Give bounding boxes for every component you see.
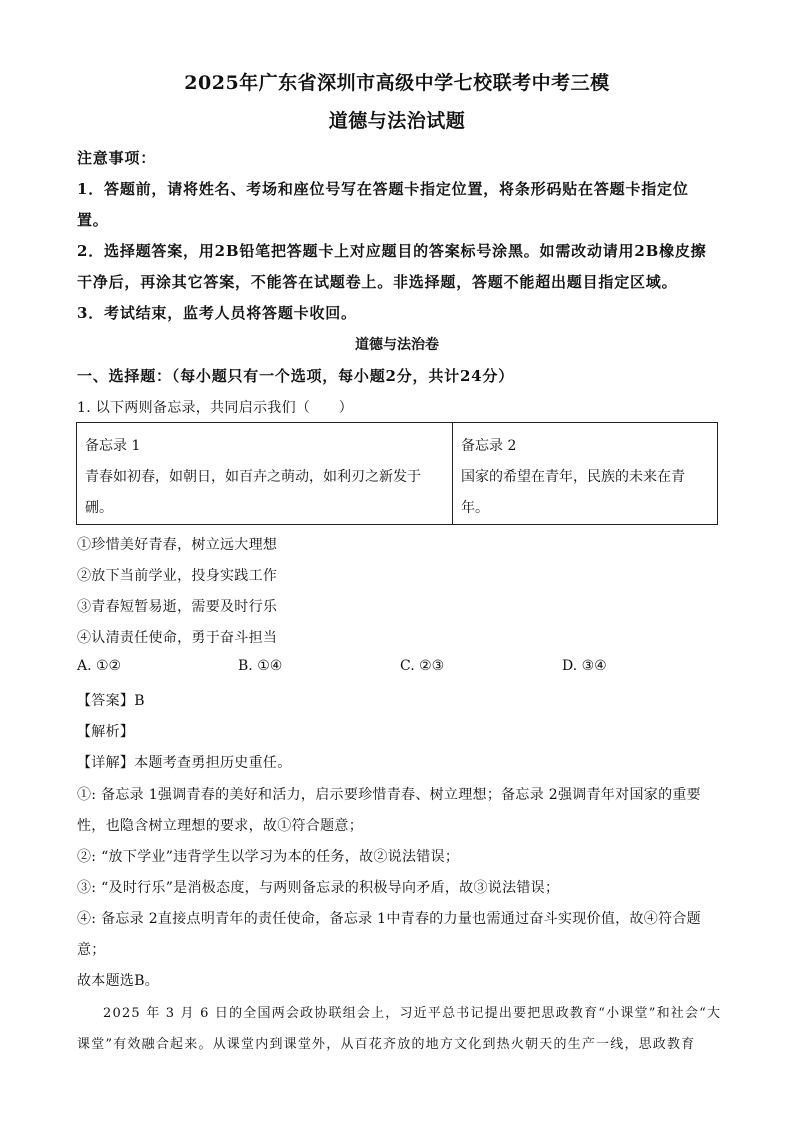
passage-line: 课堂”有效融合起来。从课堂内到课堂外，从百花齐放的地方文化到热火朝天的生产一线，思政教育	[77, 1037, 696, 1052]
memo-1-text: 青春如初春，如朝日，如百卉之萌动，如利刃之新发于	[85, 469, 421, 485]
detail: 【详解】本题考查勇担历史重任。	[77, 755, 292, 771]
answer: 【答案】B	[77, 693, 145, 709]
statement: ①珍惜美好青春，树立远大理想	[77, 537, 278, 553]
notice-heading: 注意事项：	[77, 149, 157, 167]
part-one-heading: 一、选择题：（每小题只有一个选项，每小题2分，共计24分）	[77, 367, 515, 385]
statement: ③青春短暂易逝，需要及时行乐	[77, 599, 278, 615]
statement: ④认清责任使命，勇于奋斗担当	[77, 630, 278, 646]
notice-line: 1．答题前，请将姓名、考场和座位号写在答题卡指定位置，将条形码贴在答题卡指定位	[77, 180, 689, 198]
notice-line: 3．考试结束，监考人员将答题卡收回。	[77, 304, 357, 322]
explanation-line: ①: 备忘录 1强调青春的美好和活力，启示要珍惜青春、树立理想；备忘录 2强调青年对国家的重要	[77, 787, 701, 803]
exam-title: 2025年广东省深圳市高级中学七校联考中考三模	[184, 72, 610, 94]
explanation-line: 意；	[77, 942, 106, 958]
section-title: 道德与法治卷	[355, 337, 439, 353]
memo-2-label: 备忘录 2	[461, 438, 517, 454]
option-c: C. ②③	[400, 658, 445, 674]
notice-line: 干净后，再涂其它答案，不能答在试题卷上。非选择题，答题不能超出题目指定区域。	[77, 273, 678, 291]
explanation-line: 故本题选B。	[77, 973, 160, 989]
analysis-label: 【解析】	[77, 724, 135, 740]
memo-1-label: 备忘录 1	[85, 438, 141, 454]
explanation-line: ②: “放下学业”违背学生以学习为本的任务，故②说法错误；	[77, 849, 460, 865]
notice-line: 置。	[77, 211, 109, 229]
question-stem: 1. 以下两则备忘录，共同启示我们（ ）	[77, 400, 354, 416]
notice-line: 2．选择题答案，用2B铅笔把答题卡上对应题目的答案标号涂黑。如需改动请用2B橡皮擦	[77, 242, 707, 260]
memo-1-text: 硎。	[85, 500, 113, 516]
explanation-line: ④: 备忘录 2直接点明青年的责任使命，备忘录 1中青春的力量也需通过奋斗实现价值，故④符合题	[77, 911, 701, 927]
memo-1-cell	[77, 423, 453, 525]
option-d: D. ③④	[562, 658, 607, 674]
memo-table	[76, 422, 718, 525]
explanation-line: ③: “及时行乐”是消极态度，与两则备忘录的积极导向矛盾，故③说法错误；	[77, 880, 560, 896]
memo-2-cell	[453, 423, 718, 525]
statement: ②放下当前学业，投身实践工作	[77, 568, 278, 584]
memo-2-text: 年。	[461, 500, 489, 516]
memo-2-text: 国家的希望在青年，民族的未来在青	[461, 469, 685, 485]
option-b: B. ①④	[238, 658, 283, 674]
explanation-line: 性，也隐含树立理想的要求，故①符合题意；	[77, 818, 363, 834]
option-a: A. ①②	[77, 658, 122, 674]
exam-subtitle: 道德与法治试题	[328, 110, 466, 132]
passage-line: 2025 年 3 月 6 日的全国两会政协联组会上，习近平总书记提出要把思政教育“小课堂”和社会“大	[103, 1006, 722, 1021]
